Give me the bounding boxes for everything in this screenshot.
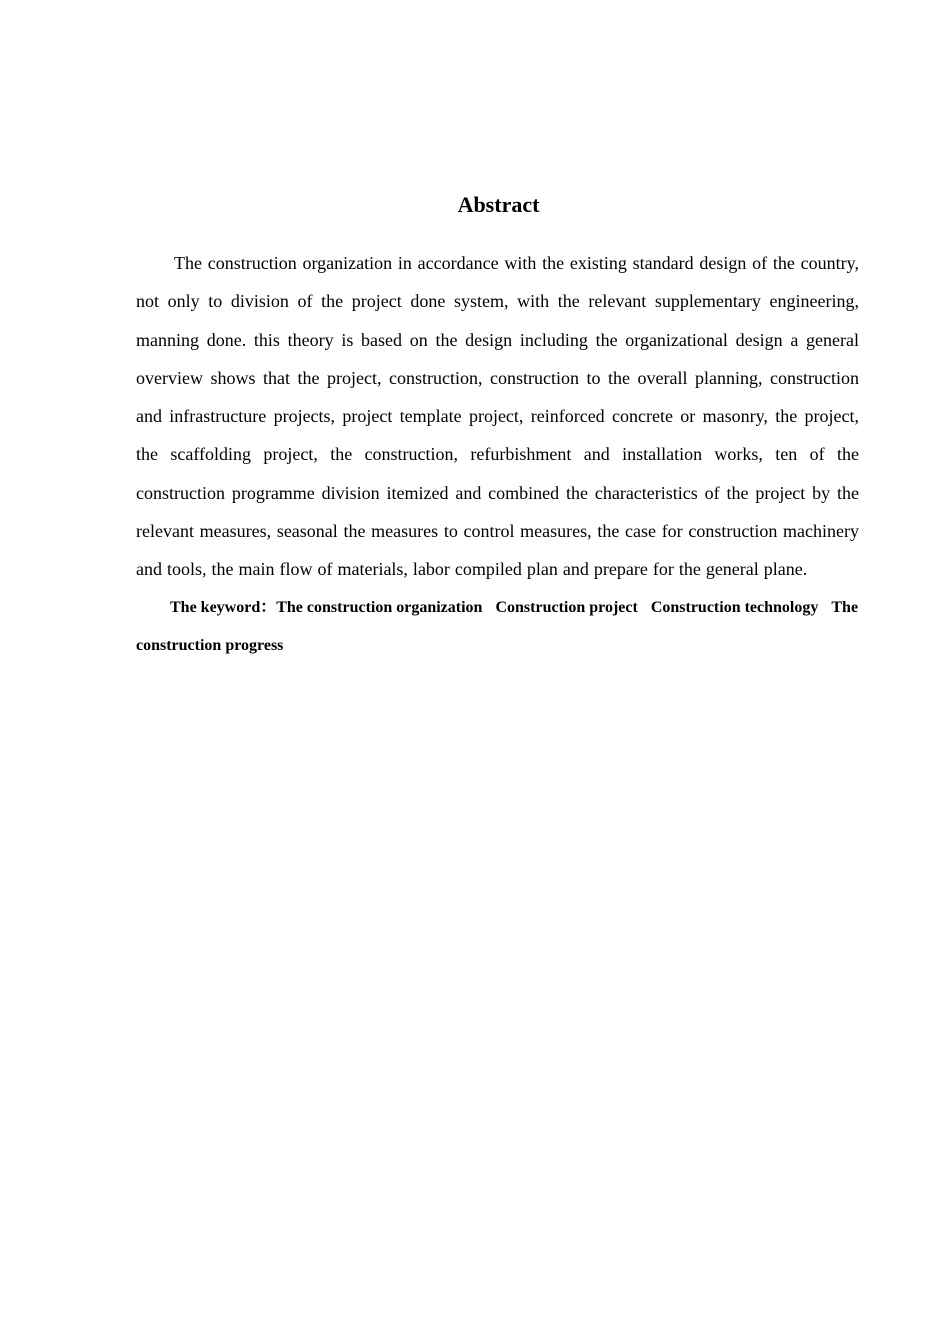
keyword-item: Construction technology xyxy=(650,598,819,616)
abstract-section xyxy=(136,190,859,666)
abstract-title: Abstract xyxy=(457,192,540,217)
keyword-item: The construction progress xyxy=(136,598,859,655)
keywords-line xyxy=(136,589,859,666)
keyword-item: The construction organization xyxy=(276,598,483,616)
keyword-item: Construction project xyxy=(495,598,638,616)
abstract-body: The construction organization in accordance with the existing standard design of the country, not only to division of the project done system, with the relevant supplementary engineering, manning done. this theory is based on the design including the organizational design a general overview shows that the project, construction, construction to the overall planning, construction and infrastructure projects, project template project, reinforced concrete or masonry, the project, the scaffolding project, the construction, refurbishment and installation works, ten of the construction programme division itemized and combined the characteristics of the project by the relevant measures, seasonal the measures to control measures, the case for construction machinery and tools, the main flow of materials, labor compiled plan and prepare for the general plane. xyxy=(136,253,859,580)
keywords-label: The keyword： xyxy=(170,598,277,616)
